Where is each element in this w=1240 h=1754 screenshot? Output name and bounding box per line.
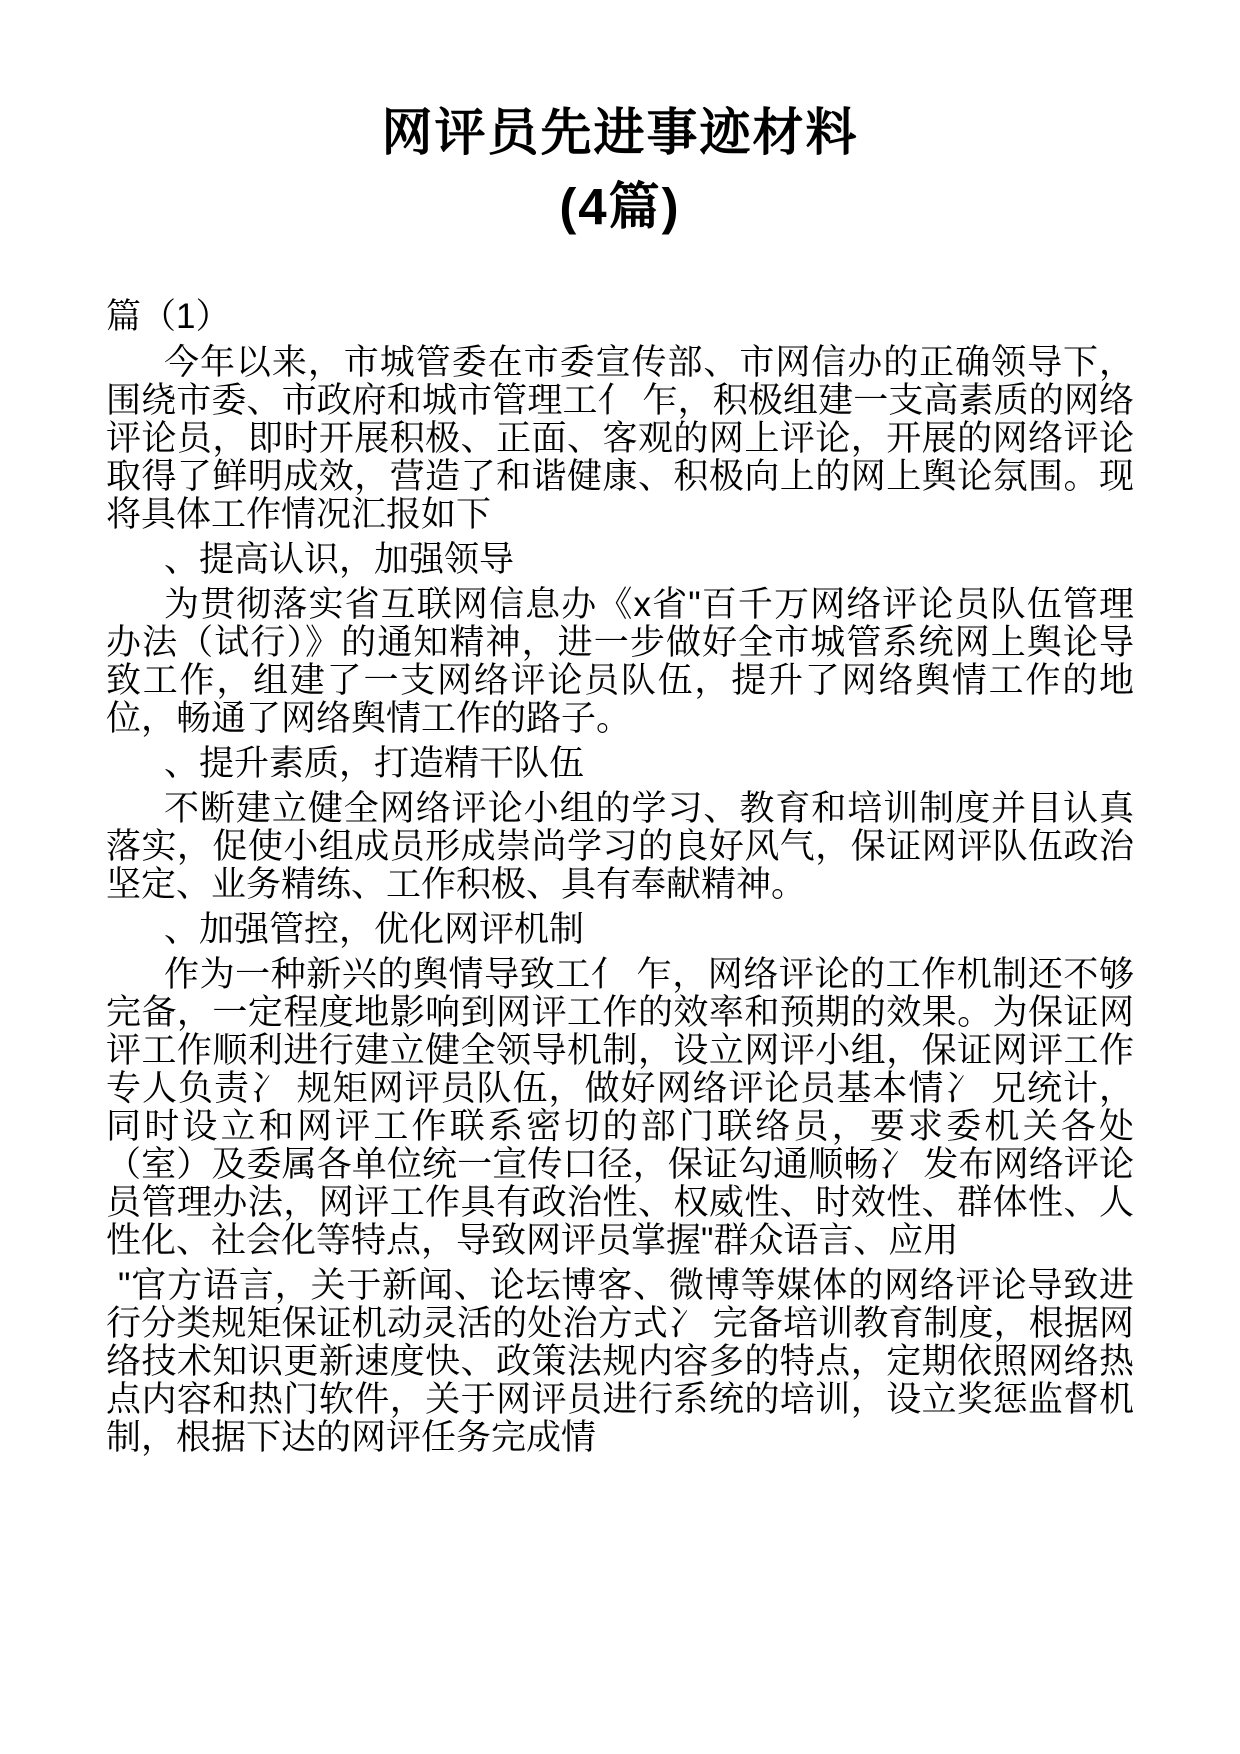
paragraph: 今年以来，市城管委在市委宣传部、市网信办的正确领导下，围绕市委、市政府和城市管理工亻 乍，积极组建一支高素质的网络评论员，即时开展积极、正面、客观的网上评论，开展的网络评论取得了鲜明成效，营造了和谐健康、积极向上的网上舆论氛围。现将具体工作情况汇报如下: [106, 342, 1134, 534]
paragraph: 不断建立健全网络评论小组的学习、教育和培训制度并目认真落实，促使小组成员形成崇尚学习的良好风气，保证网评队伍政治坚定、业务精练、工作积极、具有奉献精神。: [106, 788, 1134, 904]
document-body: [106, 298, 1134, 1457]
section-label: 篇（1）: [106, 296, 231, 336]
document-subtitle: (4篇): [559, 177, 681, 235]
paragraph: 作为一种新兴的舆情导致工亻 乍，网络评论的工作机制还不够完备，一定程度地影响到网评工作的效率和预期的效果。为保证网评工作顺利进行建立健全领导机制，设立网评小组，保证网评工作专人负责冫 规矩网评员队伍，做好网络评论员基本情冫 兄统计，同时设立和网评工作联系密切的部门联络员，要求委机关各处（室）及委属各单位统一宣传口径，保证勾通顺畅冫 发布网络评论员管理办法，网评工作具有政治性、权威性、时效性、群体性、人性化、社会化等特点，导致网评员掌握"群众语言、应用: [106, 954, 1134, 1260]
paragraph: "官方语言，关于新闻、论坛博客、微博等媒体的网络评论导致进行分类规矩保证机动灵活的处治方式冫 完备培训教育制度，根据网络技术知识更新速度快、政策法规内容多的特点，定期依照网络热点内容和热门软件，关于网评员进行系统的培训，设立奖惩监督机制，根据下达的网评任务完成情: [106, 1265, 1134, 1457]
section-heading: 、提升素质，打造精干队伍: [164, 743, 585, 783]
paragraph: 为贯彻落实省互联网信息办《x省"百千万网络评论员队伍管理办法（试行）》的通知精神，进一步做好全市城管系统网上舆论导致工作，组建了一支网络评论员队伍，提升了网络舆情工作的地位，畅通了网络舆情工作的路子。: [106, 584, 1134, 738]
document-title: 网评员先进事迹材料: [381, 104, 859, 161]
section-heading: 、提高认识，加强领导: [164, 539, 515, 579]
section-heading: 、加强管控，优化网评机制: [164, 909, 585, 949]
